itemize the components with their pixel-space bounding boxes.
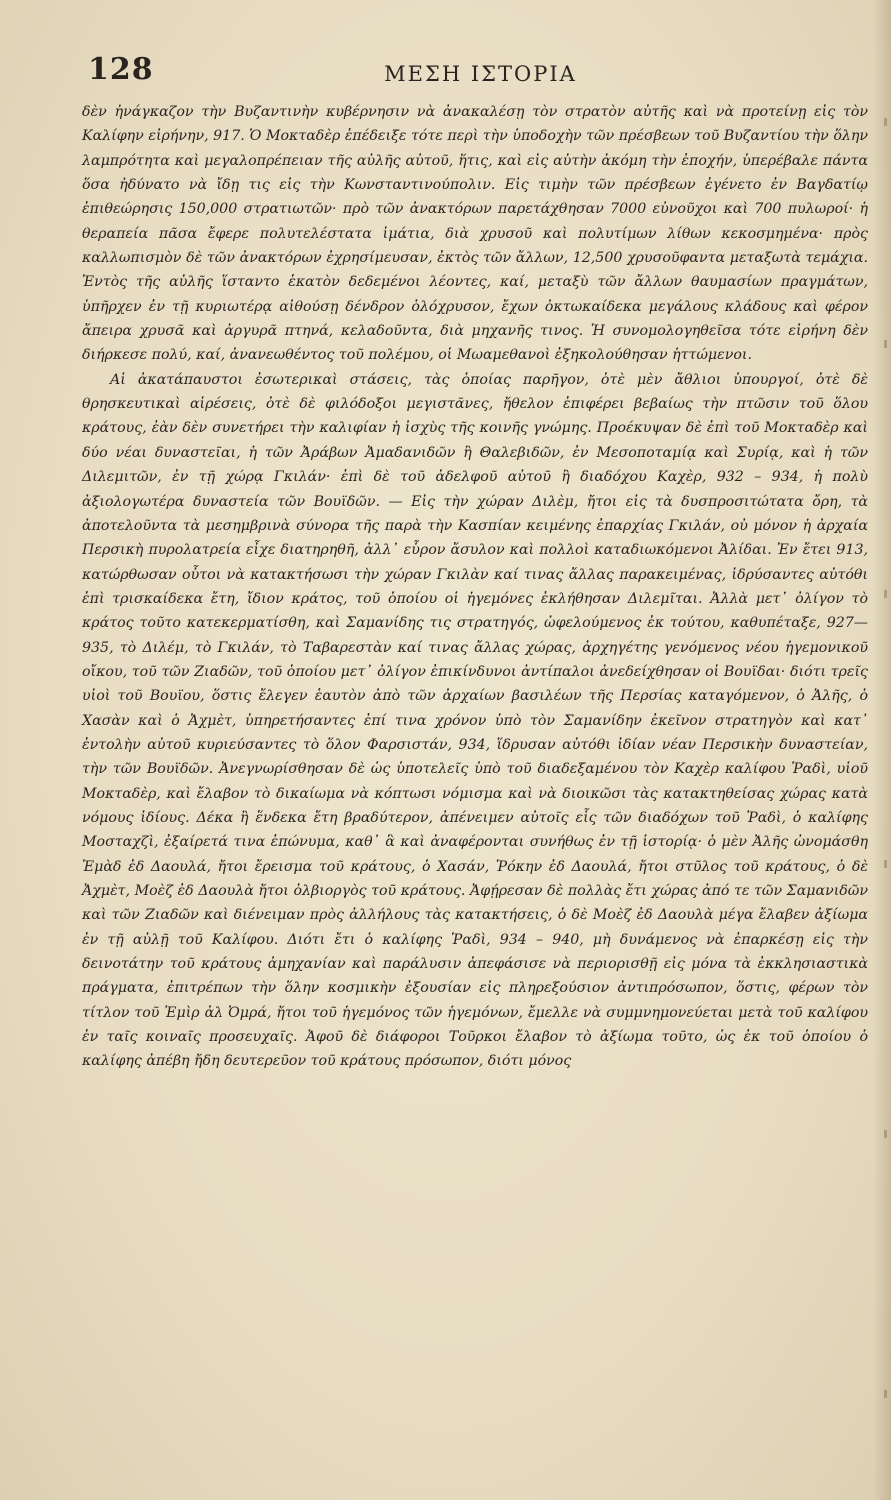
paragraph: Αἱ ἀκατάπαυστοι ἐσωτερικαὶ στάσεις, τὰς ὁποίας παρῆγον, ὁτὲ μὲν ἄθλιοι ὑπουργοί, ὁτὲ δὲ θρησκευτικαὶ αἱρέσεις, ὁτὲ δὲ φιλόδοξοι μεγιστᾶνες, ἤθελον ἐπιφέρει βεβαίως τὴν πτῶσιν τοῦ ὅλου κράτους, ἐὰν δὲν συνετήρει τὴν καλιφίαν ἡ ἰσχὺς τῆς κοινῆς γνώμης. Προέκυψαν δὲ ἐπὶ τοῦ Μοκταδὲρ καὶ δύο νέαι δυναστεῖαι, ἡ τῶν Ἀράβων Ἀμαδανιδῶν ἢ Θαλεβιδῶν, ἐν Μεσοποταμίᾳ καὶ Συρίᾳ, καὶ ἡ τῶν Διλεμιτῶν, ἐν τῇ χώρᾳ Γκιλάν· ἐπὶ δὲ τοῦ ἀδελφοῦ αὐτοῦ ἢ διαδόχου Καχὲρ, 932 – 934, ἡ πολὺ ἀξιολογωτέρα δυναστεία τῶν Βουϊδῶν. — Εἰς τὴν χώραν Διλὲμ, ἤτοι εἰς τὰ δυσπροσιτώτατα ὄρη, τὰ ἀποτελοῦντα τὰ μεσημβρινὰ σύνορα τῆς παρὰ τὴν Κασπίαν κειμένης ἐπαρχίας Γκιλάν, οὐ μόνον ἡ ἀρχαία Περσικὴ πυρολατρεία εἶχε διατηρηθῆ, ἀλλ᾽ εὗρον ἄσυλον καὶ πολλοὶ καταδιωκόμενοι Ἀλίδαι. Ἐν ἔτει 913, κατώρθωσαν οὗτοι νὰ κατακτήσωσι τὴν χώραν Γκιλὰν καί τινας ἄλλας παρακειμένας, ἱδρύσαντες αὐτόθι ἐπὶ τρισκαίδεκα ἔτη, ἴδιον κράτος, τοῦ ὁποίου οἱ ἡγεμόνες ἐκλήθησαν Διλεμῖται. Ἀλλὰ μετ᾽ ὀλίγον τὸ κράτος τοῦτο κατεκερματίσθη, καὶ Σαμανίδης τις στρατηγός, ὠφελούμενος ἐκ τούτου, καθυπέταξε, 927—935, τὸ Διλέμ, τὸ Γκιλάν, τὸ Ταβαρεστὰν καί τινας ἄλλας χώρας, ἀρχηγέτης γενόμενος νέου ἡγεμονικοῦ οἴκου, τοῦ τῶν Ζιαδῶν, τοῦ ὁποίου μετ᾽ ὀλίγον ἐπικίνδυνοι ἀντίπαλοι ἀνεδείχθησαν οἱ Βουϊδαι· διότι τρεῖς υἱοὶ τοῦ Βουϊου, ὅστις ἔλεγεν ἑαυτὸν ἀπὸ τῶν ἀρχαίων βασιλέων τῆς Περσίας καταγόμενον, ὁ Ἀλῆς, ὁ Χασὰν καὶ ὁ Ἀχμὲτ, ὑπηρετήσαντες ἐπί τινα χρόνον ὑπὸ τὸν Σαμανίδην ἐκεῖνον στρατηγὸν καὶ κατ᾽ ἐντολὴν αὐτοῦ κυριεύσαντες τὸ ὅλον Φαρσιστάν, 934, ἵδρυσαν αὐτόθι ἰδίαν νέαν Περσικὴν δυναστείαν, τὴν τῶν Βουϊδῶν. Ἀνεγνωρίσθησαν δὲ ὡς ὑποτελεῖς ὑπὸ τοῦ διαδεξαμένου τὸν Καχὲρ καλίφου Ῥαδὶ, υἱοῦ Μοκταδὲρ, καὶ ἔλαβον τὸ δικαίωμα νὰ κόπτωσι νόμισμα καὶ νὰ διοικῶσι τὰς κατακτηθείσας χώρας κατὰ νόμους ἰδίους. Δέκα ἢ ἕνδεκα ἔτη βραδύτερον, ἀπένειμεν αὐτοῖς εἷς τῶν διαδόχων τοῦ Ῥαδὶ, ὁ καλίφης Μοσταχζὶ, ἐξαίρετά τινα ἐπώνυμα, καθ᾽ ἃ καὶ ἀναφέρονται συνήθως ἐν τῇ ἱστορίᾳ· ὁ μὲν Ἀλῆς ὠνομάσθη Ἐμὰδ ἐδ Δαουλά, ἤτοι ἔρεισμα τοῦ κράτους, ὁ Χασάν, Ῥόκην ἐδ Δαουλά, ἤτοι στῦλος τοῦ κράτους, ὁ δὲ Ἀχμὲτ, Μοὲζ ἐδ Δαουλὰ ἤτοι ὀλβιοργὸς τοῦ κράτους. Ἀφῄρεσαν δὲ πολλὰς ἔτι χώρας ἀπό τε τῶν Σαμανιδῶν καὶ τῶν Ζιαδῶν καὶ διένειμαν πρὸς ἀλλήλους τὰς κατακτήσεις, ὁ δὲ Μοὲζ ἐδ Δαουλὰ μέγα ἔλαβεν ἀξίωμα ἐν τῇ αὐλῇ τοῦ Καλίφου. Διότι ἔτι ὁ καλίφης Ῥαδὶ, 934 – 940, μὴ δυνάμενος νὰ ἐπαρκέσῃ εἰς τὴν δεινοτάτην τοῦ κράτους ἀμηχανίαν καὶ παράλυσιν ἀπεφάσισε νὰ περιορισθῇ εἰς μόνα τὰ ἐκκλησιαστικὰ πράγματα, ἐπιτρέπων τὴν ὅλην κοσμικὴν ἐξουσίαν εἰς πληρεξούσιον ἀντιπρόσωπον, ὅστις, φέρων τὸν τίτλον τοῦ Ἐμὶρ ἀλ Ὀμρά, ἤτοι τοῦ ἡγεμόνος τῶν ἡγεμόνων, ἔμελλε νὰ συμμνημονεύεται μετὰ τοῦ καλίφου ἐν ταῖς κοιναῖς προσευχαῖς. Ἀφοῦ δὲ διάφοροι Τοῦρκοι ἔλαβον τὸ ἀξίωμα τοῦτο, ὡς ἐκ τοῦ ὁποίου ὁ καλίφης ἀπέβη ἤδη δευτερεῦον τοῦ κράτους πρόσωπον, διότι μόνος [82, 371, 868, 1070]
page-edge-mark [884, 340, 887, 348]
page-edge-mark [884, 118, 887, 126]
page-edge-shadow [873, 0, 891, 1500]
page-edge-mark [884, 1390, 887, 1398]
body-text [82, 100, 868, 1074]
page-number: 128 [88, 52, 154, 87]
page-edge-mark [884, 590, 887, 598]
page-edge-mark [884, 1130, 887, 1138]
paragraph: δὲν ἠνάγκαζον τὴν Βυζαντινὴν κυβέρνησιν νὰ ἀνακαλέσῃ τὸν στρατὸν αὐτῆς καὶ νὰ προτείνῃ εἰς τὸν Καλίφην εἰρήνην, 917. Ὁ Μοκταδὲρ ἐπέδειξε τότε περὶ τὴν ὑποδοχὴν τῶν πρέσβεων τοῦ Βυζαντίου τὴν ὅλην λαμπρότητα καὶ μεγαλοπρέπειαν τῆς αὐλῆς αὐτοῦ, ἥτις, καὶ εἰς αὐτὴν ἀκόμη τὴν ἐποχήν, ὑπερέβαλε πάντα ὅσα ἠδύνατο νὰ ἴδῃ τις εἰς τὴν Κωνσταντινούπολιν. Εἰς τιμὴν τῶν πρέσβεων ἐγένετο ἐν Βαγδατίῳ ἐπιθεώρησις 150,000 στρατιωτῶν· πρὸ τῶν ἀνακτόρων παρετάχθησαν 7000 εὐνοῦχοι καὶ 700 πυλωροί· ἡ θεραπεία πᾶσα ἔφερε πολυτελέστατα ἱμάτια, διὰ χρυσοῦ καὶ πολυτίμων λίθων κεκοσμημένα· πρὸς καλλωπισμὸν δὲ τῶν ἀνακτόρων ἐχρησίμευσαν, ἐκτὸς τῶν ἄλλων, 12,500 χρυσοῦφαντα μεταξωτὰ τεμάχια. Ἐντὸς τῆς αὐλῆς ἵσταντο ἑκατὸν δεδεμένοι λέοντες, καί, μεταξὺ τῶν ἄλλων θαυμασίων πραγμάτων, ὑπῆρχεν ἐν τῇ κυριωτέρᾳ αἰθούσῃ δένδρον ὁλόχρυσον, ἔχων ὀκτωκαίδεκα μεγάλους κλάδους καὶ φέρον ἄπειρα χρυσᾶ καὶ ἀργυρᾶ πτηνά, κελαδοῦντα, διὰ μηχανῆς τινος. Ἡ συνομολογηθεῖσα τότε εἰρήνη δὲν διήρκεσε πολύ, καί, ἀνανεωθέντος τοῦ πολέμου, οἱ Μωαμεθανοὶ ἐξηκολούθησαν ἡττώμενοι. [82, 104, 868, 364]
page-header [88, 52, 873, 92]
running-title: ΜΕΣΗ ΙΣΤΟΡΙΑ [384, 62, 577, 86]
page-edge-mark [884, 860, 887, 868]
